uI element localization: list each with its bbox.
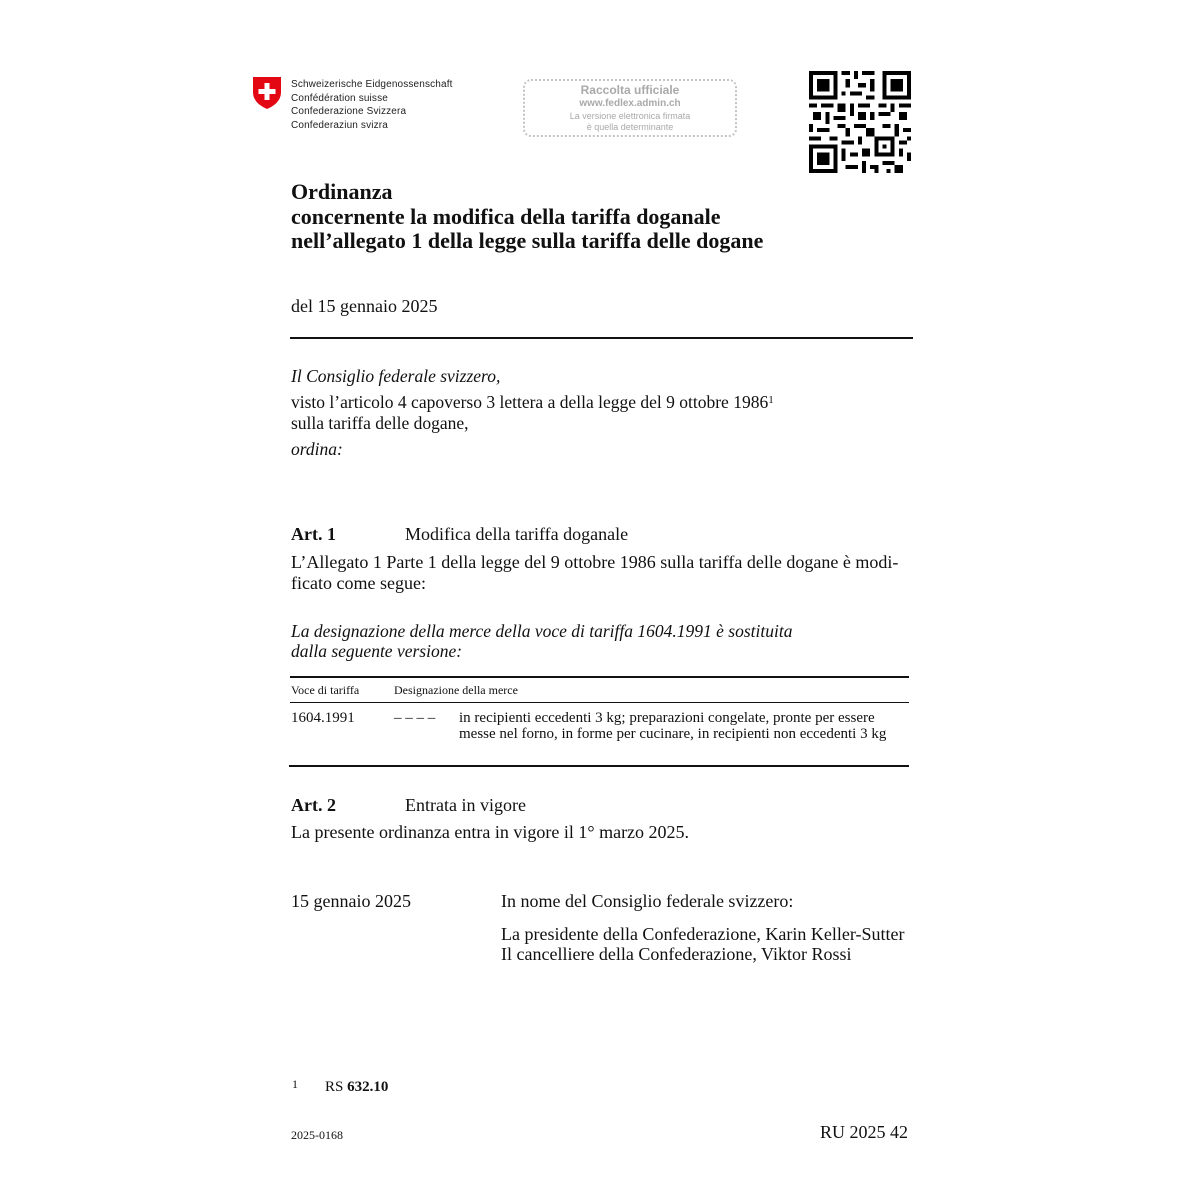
signature-intro: In nome del Consiglio federale svizzero:: [501, 891, 794, 911]
confederation-name-rm: Confederaziun svizra: [291, 119, 388, 131]
signatory-chancellor: Il cancelliere della Confederazione, Viktor Rossi: [501, 943, 852, 964]
table-header-rule: [290, 702, 909, 703]
table-header-description: Designazione della merce: [394, 683, 518, 697]
article-1-text: [291, 552, 911, 594]
confederation-names: [291, 78, 453, 132]
ordinance-date: del 15 gennaio 2025: [291, 296, 438, 316]
ru-reference: RU 2025 42: [820, 1122, 909, 1142]
table-bottom-rule: [289, 765, 909, 767]
amendment-intro-line2: dalla seguente versione:: [291, 641, 463, 661]
amendment-intro-line1: La designazione della merce della voce di tariffa 1604.1991 è sostituita: [291, 621, 793, 641]
article-1-title: Modifica della tariffa doganale: [405, 524, 629, 544]
preamble-authority: Il Consiglio federale svizzero,: [291, 366, 501, 386]
amendment-intro: [291, 621, 792, 661]
article-2-heading: [291, 795, 526, 816]
stamp-note-line2: è quella determinante: [586, 122, 674, 132]
swiss-coat-of-arms-icon: [252, 76, 282, 110]
article-1-text-line1: L’Allegato 1 Parte 1 della legge del 9 ottobre 1986 sulla tariffa delle dogane è modi-: [291, 552, 899, 572]
footnote-reference[interactable]: 1: [768, 394, 774, 406]
article-2-text: La presente ordinanza entra in vigore il 1° marzo 2025.: [291, 822, 690, 842]
confederation-name-de: Schweizerische Eidgenossenschaft: [291, 79, 453, 90]
article-1-heading: [291, 524, 628, 545]
title-divider: [290, 337, 913, 339]
table-header-tariff-item: Voce di tariffa: [291, 683, 360, 697]
confederation-name-it: Confederazione Svizzera: [291, 106, 407, 117]
title-line-2: concernente la modifica della tariffa doganale: [291, 203, 721, 229]
official-collection-stamp: [523, 79, 737, 137]
title-line-3: nell’allegato 1 della legge sulla tariffa delle dogane: [291, 228, 764, 253]
qr-code-icon: [809, 71, 911, 173]
table-row-tariff-code: 1604.1991: [291, 710, 355, 726]
document-id: 2025-0168: [291, 1128, 343, 1142]
preamble-basis-line1: [291, 392, 774, 413]
footnote-number: 1: [292, 1077, 298, 1091]
preamble-basis-line2: sulla tariffa delle dogane,: [291, 413, 469, 433]
stamp-title: Raccolta ufficiale: [580, 83, 680, 97]
article-2-number: Art. 2: [291, 795, 336, 815]
article-1-number: Art. 1: [291, 524, 336, 544]
title-line-1: Ordinanza: [291, 179, 393, 204]
signature-date: 15 gennaio 2025: [291, 891, 411, 911]
preamble-decree: ordina:: [291, 439, 343, 459]
ordinance-title: [291, 180, 763, 254]
preamble: [291, 366, 774, 460]
footnote-text: [325, 1079, 388, 1096]
footnote-reference-link[interactable]: 632.10: [347, 1079, 389, 1095]
footnote-prefix: RS: [325, 1079, 344, 1095]
stamp-url: www.fedlex.admin.ch: [579, 98, 681, 109]
table-row-description: in recipienti eccedenti 3 kg; preparazioni congelate, pronte per essere messe nel forno, in forme per cucinare, in recipienti non eccedenti 3 kg: [459, 710, 887, 742]
article-2-title: Entrata in vigore: [405, 795, 526, 815]
article-1-text-line2: ficato come segue:: [291, 573, 426, 593]
stamp-note-line1: La versione elettronica firmata: [569, 111, 691, 121]
preamble-basis-text: visto l’articolo 4 capoverso 3 lettera a della legge del 9 ottobre 1986: [291, 392, 769, 412]
confederation-name-fr: Confédération suisse: [291, 92, 388, 104]
table-row-dashes: – – – –: [394, 710, 436, 726]
table-top-rule: [290, 676, 909, 678]
signatories: [501, 925, 904, 964]
signatory-president: La presidente della Confederazione, Karin Keller-Sutter: [501, 924, 905, 944]
